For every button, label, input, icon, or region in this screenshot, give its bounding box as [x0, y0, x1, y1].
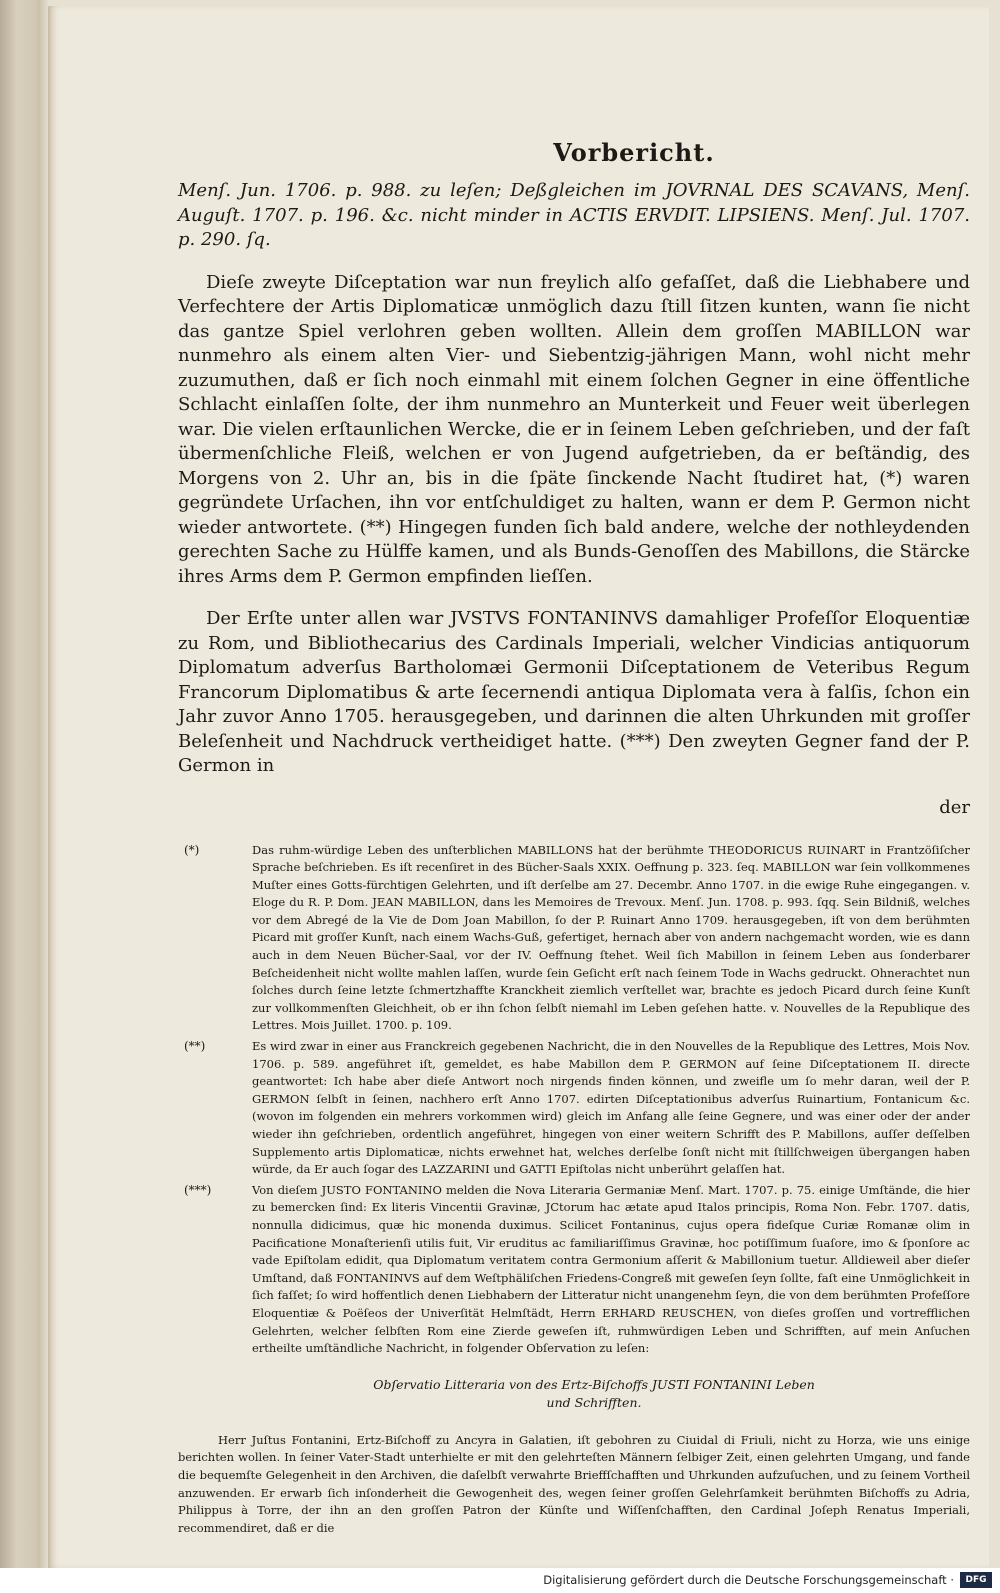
paragraph-continuation: Menſ. Jun. 1706. p. 988. zu leſen; Deßgleichen im JOVRNAL DES SCAVANS, Menſ. Auguſt. 1707. p. 196. &c. nicht minder in ACTIS ERVDIT. LIPSIENS. Menſ. Jul. 1707. p. 290. ſq.: [178, 180, 970, 250]
dfg-logo: DFG: [960, 1572, 992, 1588]
footnote-mark: (***): [184, 1182, 212, 1197]
footnote: [178, 1182, 970, 1358]
page-heading: Vorbericht.: [553, 138, 715, 167]
footnote-mark: (**): [184, 1039, 206, 1054]
observation-title-line: und Schrifften.: [546, 1394, 642, 1410]
observation-title: [218, 1376, 970, 1412]
footnote-text: Es wird zwar in einer aus Franckreich gegebenen Nachricht, die in den Nouvelles de la Republique des Lettres, Mois Nov. 1706. p. 589. angeführet iſt, gemeldet, es habe Mabillon dem P. GERMON auf ſeine Diſceptationem II. directe geantwortet: Ich habe aber dieſe Antwort noch nirgends finden können, und zweifle um ſo mehr daran, weil der P. GERMON ſelbſt in ſeinen, nachhero erſt Anno 1707. edirten Diſceptationibus adverſus Ruinartium, Fontanicum &c. (wovon im folgenden ein mehrers vorkommen wird) gleich im Anfang alle ſeine Gegnere, und was einer oder der ander wieder ihn geſchrieben, ordentlich angeführet, hingegen von einer weitern Schrifft des P. Mabillons, auſſer deſſelben Supplemento artis Diplomaticæ, nichts erwehnet hat, welches derſelbe ſonſt nicht mit ſtillſchweigen übergangen haben würde, da Er auch ſogar des LAZZARINI und GATTI Epiſtolas nicht unberührt gelaſſen hat.: [252, 1039, 970, 1177]
footnote-mark: (*): [184, 842, 200, 857]
footnote-text: Das ruhm-würdige Leben des unſterblichen MABILLONS hat der berühmte THEODORICUS RUINART in Frantzöſiſcher Sprache beſchrieben. Es iſt recenſiret in des Bücher-Saals XXIX. Oeffnung p. 323. ſeq. MABILLON war ſein vollkommenes Muſter eines Gotts-fürchtigen Gelehrten, und iſt derſelbe am 27. Decembr. Anno 1707. in die ewige Ruhe eingegangen. v. Eloge du R. P. Dom. JEAN MABILLON, dans les Memoires de Trevoux. Menſ. Jun. 1708. p. 993. ſqq. Sein Bildniß, welches vor dem Abregé de la Vie de Dom Joan Mabillon, ſo der P. Ruinart Anno 1709. herausgegeben, iſt von dem berühmten Picard mit groſſer Kunſt, nach einem Wachs-Guß, gefertiget, hernach aber von andern nachgemacht worden, wie es dann auch in dem Neuen Bücher-Saal, vor der IV. Oeffnung ſtehet. Weil ſich Mabillon in ſeinem Leben aus ſonderbarer Beſcheidenheit nicht wollte mahlen laſſen, wurde ſein Geſicht erſt nach ſeinem Tode in Wachs gedruckt. Ohnerachtet nun ſolches durch ſeine letzte ſchmertzhaffte Kranckheit ziemlich verſtellet war, brachte es jedoch Picard durch ſeine Kunſt zur vollkommenſten Gleichheit, ob er ihn ſchon ſelbſt niemahl im Leben geſehen hatte. v. Nouvelles de la Republique des Lettres. Mois Juillet. 1700. p. 109.: [252, 842, 970, 1033]
book-spine: [0, 0, 39, 1593]
page-edge: [38, 0, 48, 1593]
footer-credit: Digitalisierung gefördert durch die Deutsche Forschungsgemeinschaft ·: [543, 1573, 954, 1587]
footer-bar: [0, 1568, 1000, 1593]
paragraph-fontaninus: Der Erſte unter allen war JVSTVS FONTANINVS damahliger Profeſſor Eloquentiæ zu Rom, und Bibliothecarius des Cardinals Imperiali, welcher Vindicias antiquorum Diplomatum adverſus Bartholomæi Germonii Diſceptationem de Veteribus Regum Francorum Diplomatibus & arte ſecernendi antiqua Diplomata vera à falſis, ſchon ein Jahr zuvor Anno 1705. herausgegeben, und darinnen die alten Uhrkunden mit groſſer Beleſenheit und Nachdruck vertheidiget hatte. (***) Den zweyten Gegner fand der P. Germon in: [178, 608, 970, 776]
observation-text: Herr Juſtus Fontanini, Ertz-Biſchoff zu Ancyra in Galatien, iſt gebohren zu Ciuidal di Friuli, nicht zu Horza, wie uns einige berichten wollen. In ſeiner Vater-Stadt unterhielte er mit den gelehrteſten Männern ſelbiger Zeit, einen gelehrten Umgang, und fande die bequemſte Gelegenheit in den Archiven, die daſelbſt verwahrte Brieffſchafften und Uhrkunden aufzuſuchen, und zu ſeinem Vortheil anzuwenden. Er erwarb ſich inſonderheit die Gewogenheit des, wegen ſeiner groſſen Gelehrſamkeit berühmten Biſchoffs zu Adria, Philippus à Torre, der ihn an den groſſen Patron der Künſte und Wiſſenſchafften, den Cardinal Joſeph Renatus Imperiali, recommendiret, daß er die: [178, 1432, 970, 1535]
footnotes: [178, 842, 970, 1538]
page-content: [178, 138, 970, 1549]
catchword: der: [939, 796, 970, 818]
observation-title-line: Obſervatio Litteraria von des Ertz-Biſchoffs JUSTI FONTANINI Leben: [373, 1376, 815, 1392]
paragraph-second-disceptation: Dieſe zweyte Diſceptation war nun freylich alſo gefaſſet, daß die Liebhabere und Verfechtere der Artis Diplomaticæ unmöglich dazu ſtill ſitzen kunten, wann ſie nicht das gantze Spiel verlohren geben wollten. Allein dem groſſen MABILLON war nunmehro als einem alten Vier- und Siebentzig-jährigen Mann, wohl nicht mehr zuzumuthen, daß er ſich noch einmahl mit einem ſolchen Gegner in eine öffentliche Schlacht einlaſſen ſolte, der ihm nunmehro an Munterkeit und Feuer weit überlegen war. Die vielen erſtaunlichen Wercke, die er in ſeinem Leben geſchrieben, und der faſt übermenſchliche Fleiß, welchen er von Jugend aufgetrieben, da er beſtändig, des Morgens von 2. Uhr an, bis in die ſpäte ſinckende Nacht ſtudiret hat, (*) waren gegründete Urſachen, ihn vor entſchuldiget zu halten, wann er dem P. Germon nicht wieder antwortete. (**) Hingegen funden ſich bald andere, welche der nothleydenden gerechten Sache zu Hülffe kamen, und als Bunds-Genoſſen des Mabillons, die Stärcke ihres Arms dem P. Germon empfinden lieſſen.: [178, 271, 970, 587]
footnote: [178, 1038, 970, 1179]
footnote-text: Von dieſem JUSTO FONTANINO melden die Nova Literaria Germaniæ Menſ. Mart. 1707. p. 75. einige Umſtände, die hier zu bemercken ſind: Ex literis Vincentii Gravinæ, JCtorum hac ætate apud Italos principis, Roma Non. Febr. 1707. datis, nonnulla didicimus, quæ hic monenda duximus. Scilicet Fontaninus, cujus opera fideſque Curiæ Romanæ olim in Pacificatione Monaſterienſi utilis fuit, Vir eruditus ac familiariſſimus Gravinæ, hoc potiſſimum ſuaſore, imo & ſponſore ac vade Epiſtolam edidit, qua Diplomatum veritatem contra Germonium aſſerit & Mabillonium tuetur. Alldieweil aber dieſer Umſtand, daß FONTANINVS auf dem Weſtphäliſchen Friedens-Congreß mit geweſen ſeyn ſollte, faſt eine Unmöglichkeit in ſich faſſet; ſo wird hoffentlich denen Liebhabern der Litteratur nicht unangenehm ſeyn, die von dem berühmten Profeſſore Eloquentiæ & Poëſeos der Univerſität Helmſtädt, Herrn ERHARD REUSCHEN, von dieſes groſſen und vortrefflichen Gelehrten, welcher ſelbſten Rom eine Zierde geweſen iſt, ruhmwürdigen Leben und Schrifften, auf mein Anſuchen ertheilte umſtändliche Nachricht, in folgender Obſervation zu leſen:: [252, 1182, 970, 1356]
footnote: [178, 842, 970, 1036]
